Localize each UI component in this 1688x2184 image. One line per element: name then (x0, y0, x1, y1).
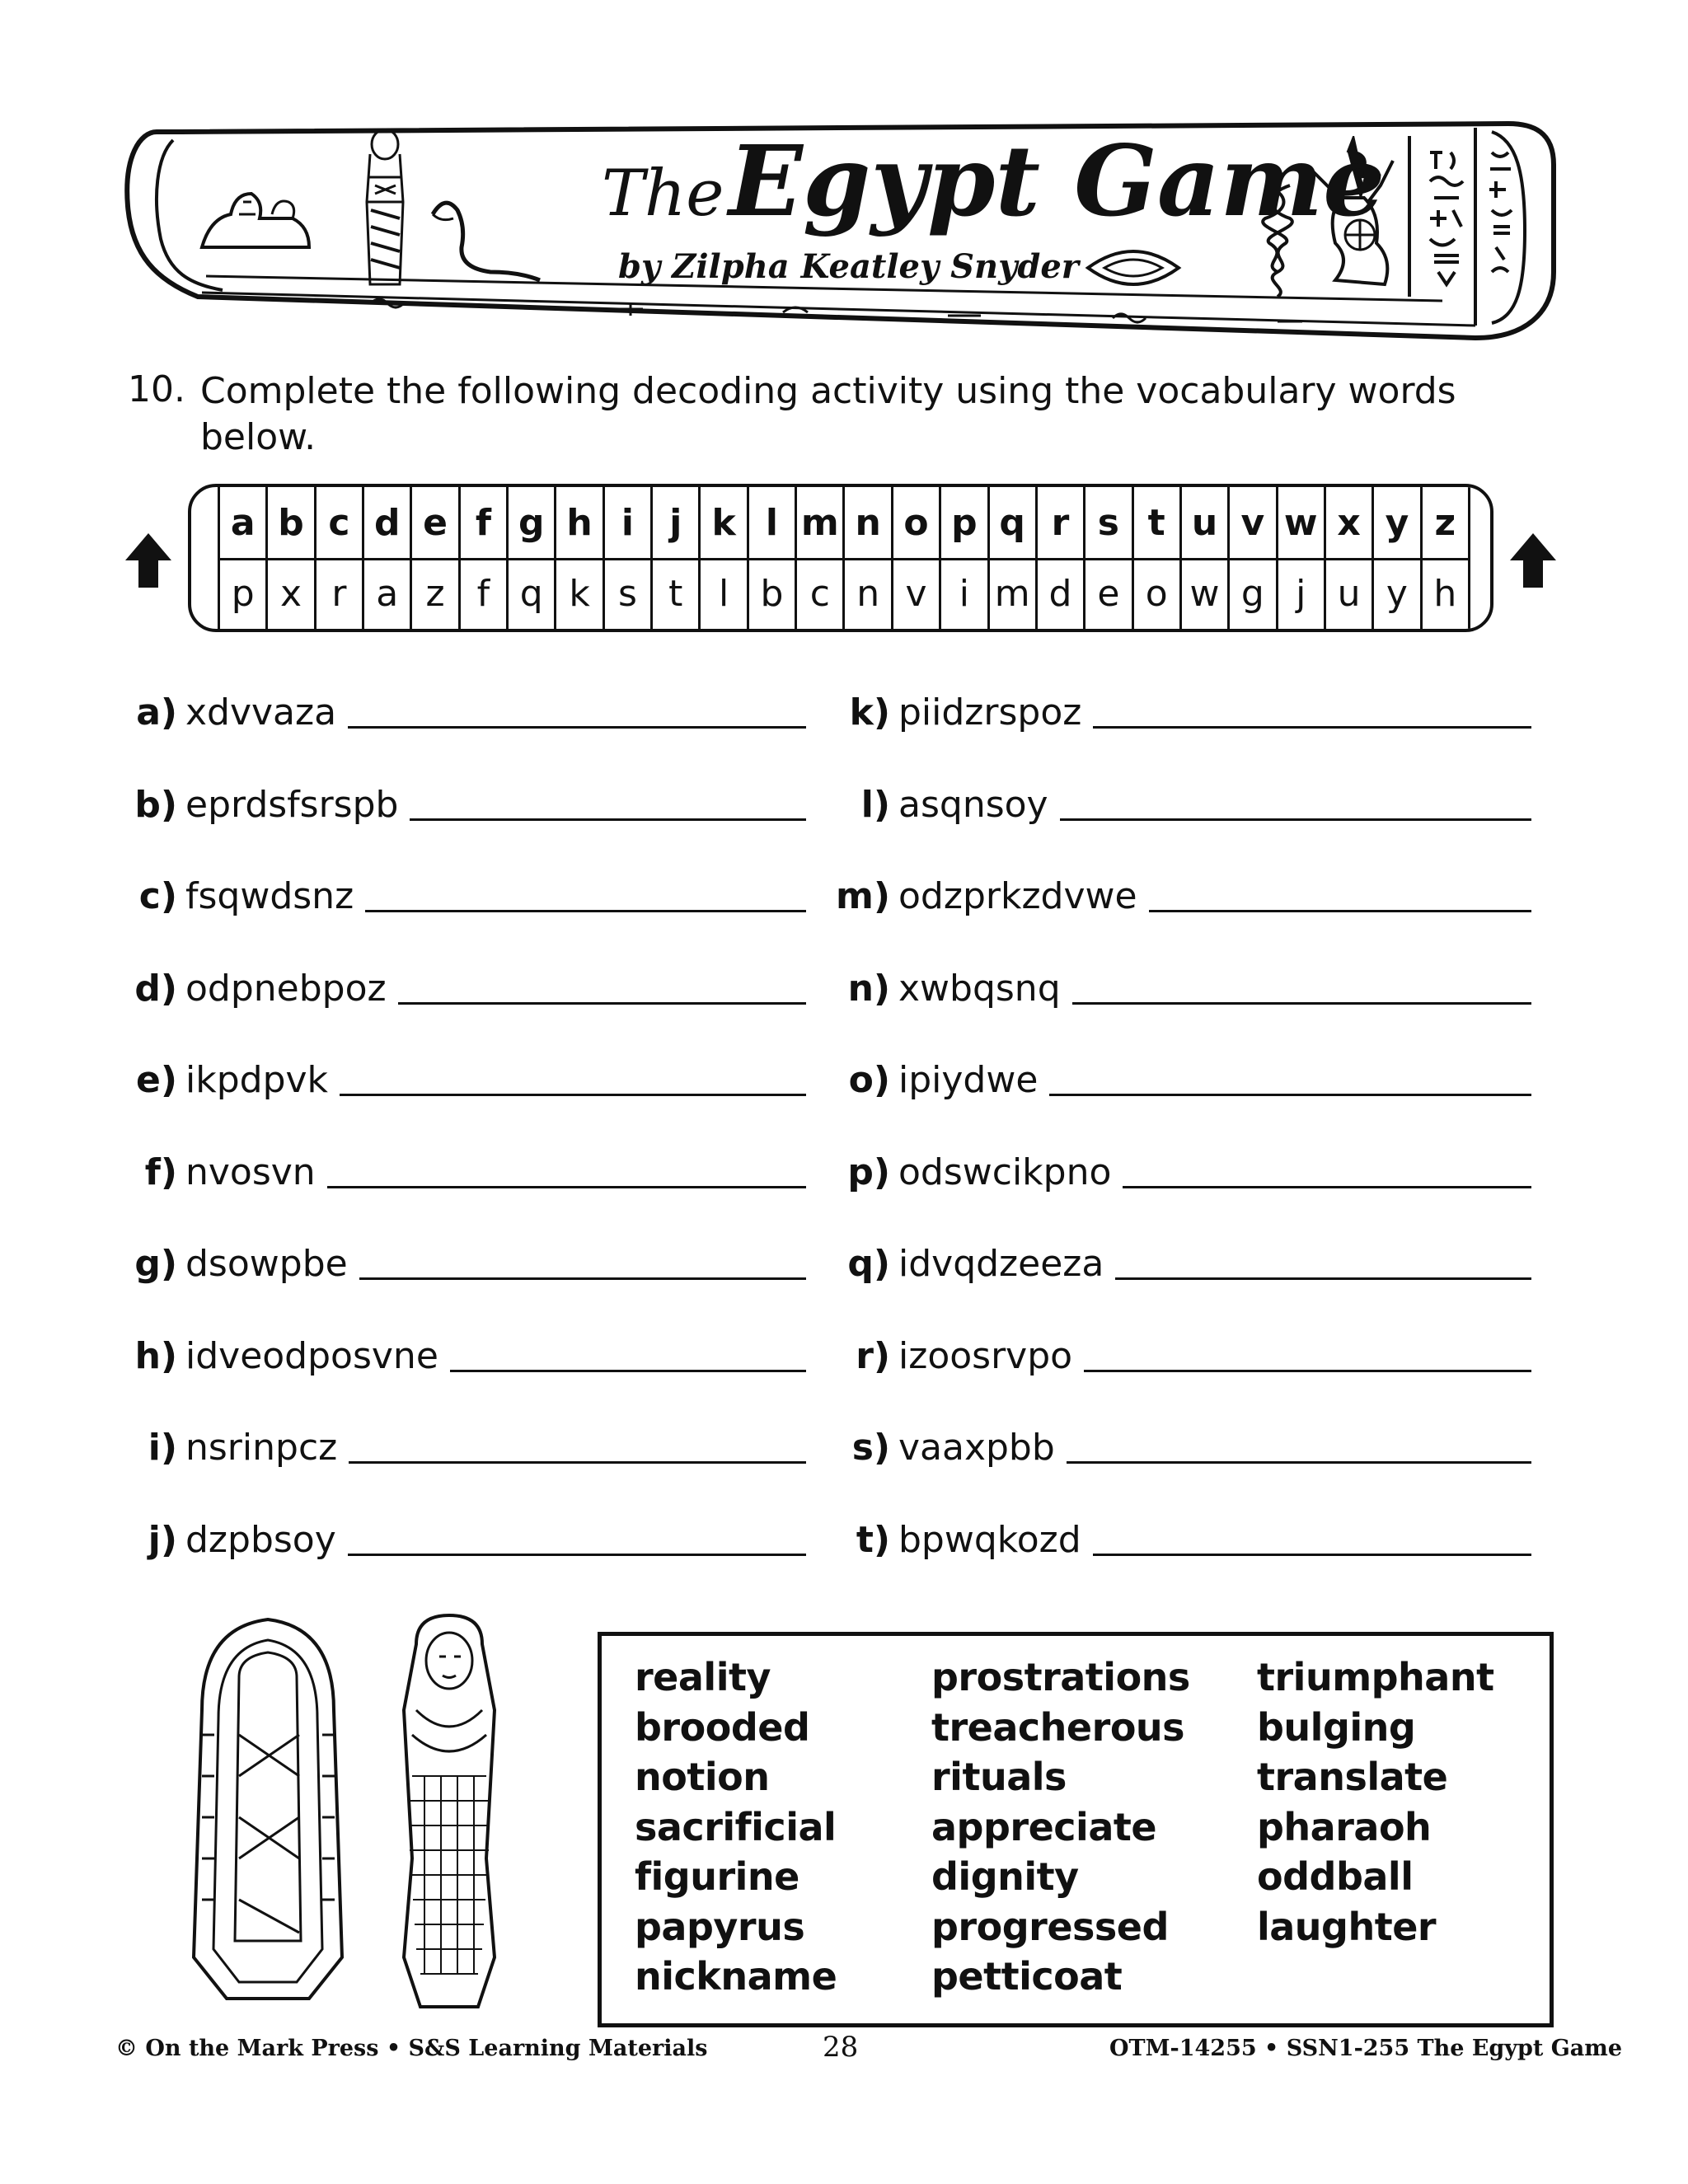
decoding-item (832, 684, 1531, 733)
cipher-code-c: c (795, 558, 842, 629)
item-label: m) (836, 875, 890, 917)
cipher-code-h: h (1420, 558, 1470, 629)
cipher-code-q: q (506, 558, 554, 629)
decoding-item (120, 1144, 806, 1193)
item-label: c) (138, 875, 177, 917)
item-label: b) (134, 783, 177, 826)
cipher-code-d: d (1035, 558, 1083, 629)
word-bank-column-3 (1257, 1652, 1494, 1952)
item-code: odswcikpno (898, 1151, 1112, 1193)
up-arrow-icon (124, 532, 173, 589)
answer-line[interactable] (340, 1094, 806, 1096)
word-bank-word: treacherous (931, 1704, 1185, 1750)
cipher-plain-y: y (1372, 487, 1419, 558)
banner-title (602, 124, 1385, 238)
item-code: xwbqsnq (898, 967, 1061, 1010)
cipher-plain-s: s (1083, 487, 1131, 558)
cipher-code-y: y (1372, 558, 1419, 629)
word-bank-word: papyrus (635, 1904, 805, 1949)
answer-line[interactable] (349, 1461, 806, 1464)
item-code: nsrinpcz (185, 1427, 338, 1469)
item-label: o) (848, 1059, 890, 1101)
item-label: t) (856, 1518, 890, 1561)
cipher-plain-v: v (1227, 487, 1275, 558)
answer-line[interactable] (1093, 726, 1531, 729)
word-bank-word: pharaoh (1257, 1804, 1432, 1849)
word-bank (598, 1632, 1554, 2027)
question-text: Complete the following decoding activity using the vocabulary words below. (200, 370, 1456, 458)
item-label: k) (849, 691, 890, 733)
item-code: vaaxpbb (898, 1427, 1055, 1469)
answer-line[interactable] (1149, 910, 1531, 912)
page-number: 28 (823, 2031, 859, 2064)
decoding-item (832, 1419, 1531, 1469)
answer-line[interactable] (348, 1554, 806, 1556)
item-label: r) (856, 1334, 890, 1377)
cipher-plain-f: f (458, 487, 506, 558)
item-code: idveodposvne (185, 1334, 438, 1377)
cipher-plain-u: u (1179, 487, 1227, 558)
answer-line[interactable] (348, 726, 806, 729)
cipher-code-m: m (987, 558, 1035, 629)
decoding-item (120, 776, 806, 826)
cipher-plain-j: j (650, 487, 698, 558)
word-bank-word: appreciate (931, 1804, 1157, 1849)
answer-line[interactable] (1049, 1094, 1531, 1096)
item-code: ikpdpvk (185, 1059, 329, 1101)
answer-line[interactable] (359, 1277, 806, 1280)
item-code: fsqwdsnz (185, 875, 354, 917)
cipher-code-n: n (842, 558, 890, 629)
answer-line[interactable] (1060, 818, 1531, 821)
item-code: ipiydwe (898, 1059, 1039, 1101)
item-label: i) (148, 1427, 177, 1469)
footer-product-code: OTM-14255 • SSN1-255 The Egypt Game (1109, 2036, 1623, 2061)
hieroglyph-column-icon (1484, 144, 1521, 293)
footer-copyright: © On the Mark Press • S&S Learning Materials (115, 2036, 708, 2061)
cipher-code-b: b (747, 558, 795, 629)
item-label: a) (136, 691, 177, 733)
word-bank-word: oddball (1257, 1854, 1414, 1899)
word-bank-word: laughter (1257, 1904, 1437, 1949)
cipher-code-e: e (1083, 558, 1131, 629)
cipher-plain-k: k (698, 487, 746, 558)
answer-line[interactable] (365, 910, 806, 912)
decoding-item (832, 960, 1531, 1010)
question-number: 10. (128, 368, 185, 410)
cipher-plain-e: e (410, 487, 457, 558)
item-label: s) (851, 1427, 890, 1469)
answer-line[interactable] (1072, 1002, 1531, 1005)
decoding-item (120, 1235, 806, 1285)
hieroglyph-column-icon (1422, 144, 1471, 293)
item-label: f) (144, 1151, 177, 1193)
eye-icon (1084, 243, 1183, 293)
decoding-item (832, 1328, 1531, 1377)
decoding-item (120, 1328, 806, 1377)
decoding-item (120, 1052, 806, 1101)
word-bank-word: reality (635, 1655, 771, 1699)
answer-line[interactable] (398, 1002, 806, 1005)
banner-author: by Zilpha Keatley Snyder (618, 247, 1079, 286)
item-code: piidzrspoz (898, 691, 1082, 733)
cipher-code-o: o (1132, 558, 1179, 629)
word-bank-word: dignity (931, 1854, 1079, 1899)
item-code: izoosrvpo (898, 1334, 1073, 1377)
item-code: odpnebpoz (185, 967, 387, 1010)
cipher-code-f: f (458, 558, 506, 629)
item-code: xdvvaza (185, 691, 337, 733)
cipher-code-t: t (650, 558, 698, 629)
item-label: h) (134, 1334, 177, 1377)
item-code: nvosvn (185, 1151, 316, 1193)
item-label: n) (847, 967, 890, 1010)
item-code: bpwqkozd (898, 1518, 1081, 1561)
item-code: idvqdzeeza (898, 1243, 1104, 1285)
word-bank-word: rituals (931, 1755, 1067, 1799)
cipher-code-k: k (554, 558, 602, 629)
word-bank-word: brooded (635, 1704, 810, 1750)
cipher-plain-p: p (939, 487, 987, 558)
item-label: g) (134, 1243, 177, 1285)
cipher-plain-d: d (362, 487, 410, 558)
item-label: l) (860, 783, 890, 826)
decoding-item (832, 1235, 1531, 1285)
answer-line[interactable] (1093, 1554, 1531, 1556)
item-label: p) (847, 1151, 890, 1193)
word-bank-word: notion (635, 1755, 770, 1799)
up-arrow-icon (1508, 532, 1558, 589)
answer-line[interactable] (1123, 1186, 1531, 1188)
item-code: asqnsoy (898, 783, 1048, 826)
word-bank-word: translate (1257, 1755, 1448, 1799)
cipher-code-s: s (603, 558, 650, 629)
item-code: dsowpbe (185, 1243, 348, 1285)
cipher-plain-w: w (1276, 487, 1324, 558)
cipher-plain-o: o (891, 487, 939, 558)
item-code: dzpbsoy (185, 1518, 336, 1561)
answer-line[interactable] (1084, 1370, 1531, 1372)
cipher-plain-x: x (1324, 487, 1372, 558)
banner-title-main: Egypt Game (729, 124, 1386, 238)
decoding-item (832, 776, 1531, 826)
word-bank-column-2 (931, 1652, 1190, 2002)
cipher-code-a: a (362, 558, 410, 629)
cipher-code-j: j (1276, 558, 1324, 629)
decoding-item (832, 1052, 1531, 1101)
item-label: j) (148, 1518, 177, 1561)
decoding-item (832, 1144, 1531, 1193)
answer-line[interactable] (327, 1186, 806, 1188)
cipher-plain-g: g (506, 487, 554, 558)
item-label: q) (847, 1243, 890, 1285)
answer-line[interactable] (1067, 1461, 1531, 1464)
decoding-item (120, 684, 806, 733)
word-bank-word: sacrificial (635, 1804, 837, 1849)
cipher-code-l: l (698, 558, 746, 629)
cipher-plain-c: c (314, 487, 362, 558)
cipher-plain-a: a (218, 487, 265, 558)
mummy-icon (359, 128, 412, 293)
word-bank-word: prostrations (931, 1655, 1190, 1699)
decoding-item (120, 960, 806, 1010)
cipher-plain-m: m (795, 487, 842, 558)
snake-icon (429, 190, 560, 288)
item-code: odzprkzdvwe (898, 875, 1137, 917)
cipher-code-u: u (1324, 558, 1372, 629)
answer-line[interactable] (1115, 1277, 1531, 1280)
decoding-item (120, 868, 806, 917)
word-bank-word: petticoat (931, 1954, 1123, 1999)
cipher-code-i: i (939, 558, 987, 629)
cipher-code-v: v (891, 558, 939, 629)
decoding-item (832, 1511, 1531, 1561)
cipher-code-row (218, 558, 1470, 629)
word-bank-column-1 (635, 1652, 837, 2002)
cipher-plain-z: z (1420, 487, 1470, 558)
cipher-plain-i: i (603, 487, 650, 558)
cipher-plain-r: r (1035, 487, 1083, 558)
cipher-key (188, 484, 1493, 632)
cipher-plain-q: q (987, 487, 1035, 558)
item-code: eprdsfsrspb (185, 783, 399, 826)
word-bank-word: bulging (1257, 1704, 1416, 1750)
cipher-code-w: w (1179, 558, 1227, 629)
title-banner (124, 107, 1558, 342)
cipher-code-g: g (1227, 558, 1275, 629)
answer-line[interactable] (450, 1370, 806, 1372)
decoding-item (120, 1419, 806, 1469)
sarcophagus-icon (169, 1611, 532, 2023)
cipher-plain-n: n (842, 487, 890, 558)
cipher-code-x: x (265, 558, 313, 629)
word-bank-word: nickname (635, 1954, 837, 1999)
word-bank-word: progressed (931, 1904, 1169, 1949)
answer-line[interactable] (410, 818, 806, 821)
word-bank-word: figurine (635, 1854, 799, 1899)
cipher-plain-l: l (747, 487, 795, 558)
cipher-plain-t: t (1132, 487, 1179, 558)
item-label: e) (136, 1059, 177, 1101)
sphinx-icon (194, 169, 317, 260)
cipher-code-z: z (410, 558, 457, 629)
cipher-code-p: p (218, 558, 265, 629)
banner-title-the: The (602, 157, 724, 231)
decoding-item (832, 868, 1531, 917)
cipher-plain-row (218, 487, 1470, 560)
item-label: d) (134, 967, 177, 1010)
cipher-code-r: r (314, 558, 362, 629)
cipher-plain-b: b (265, 487, 313, 558)
word-bank-word: triumphant (1257, 1655, 1494, 1699)
cipher-plain-h: h (554, 487, 602, 558)
decoding-item (120, 1511, 806, 1561)
